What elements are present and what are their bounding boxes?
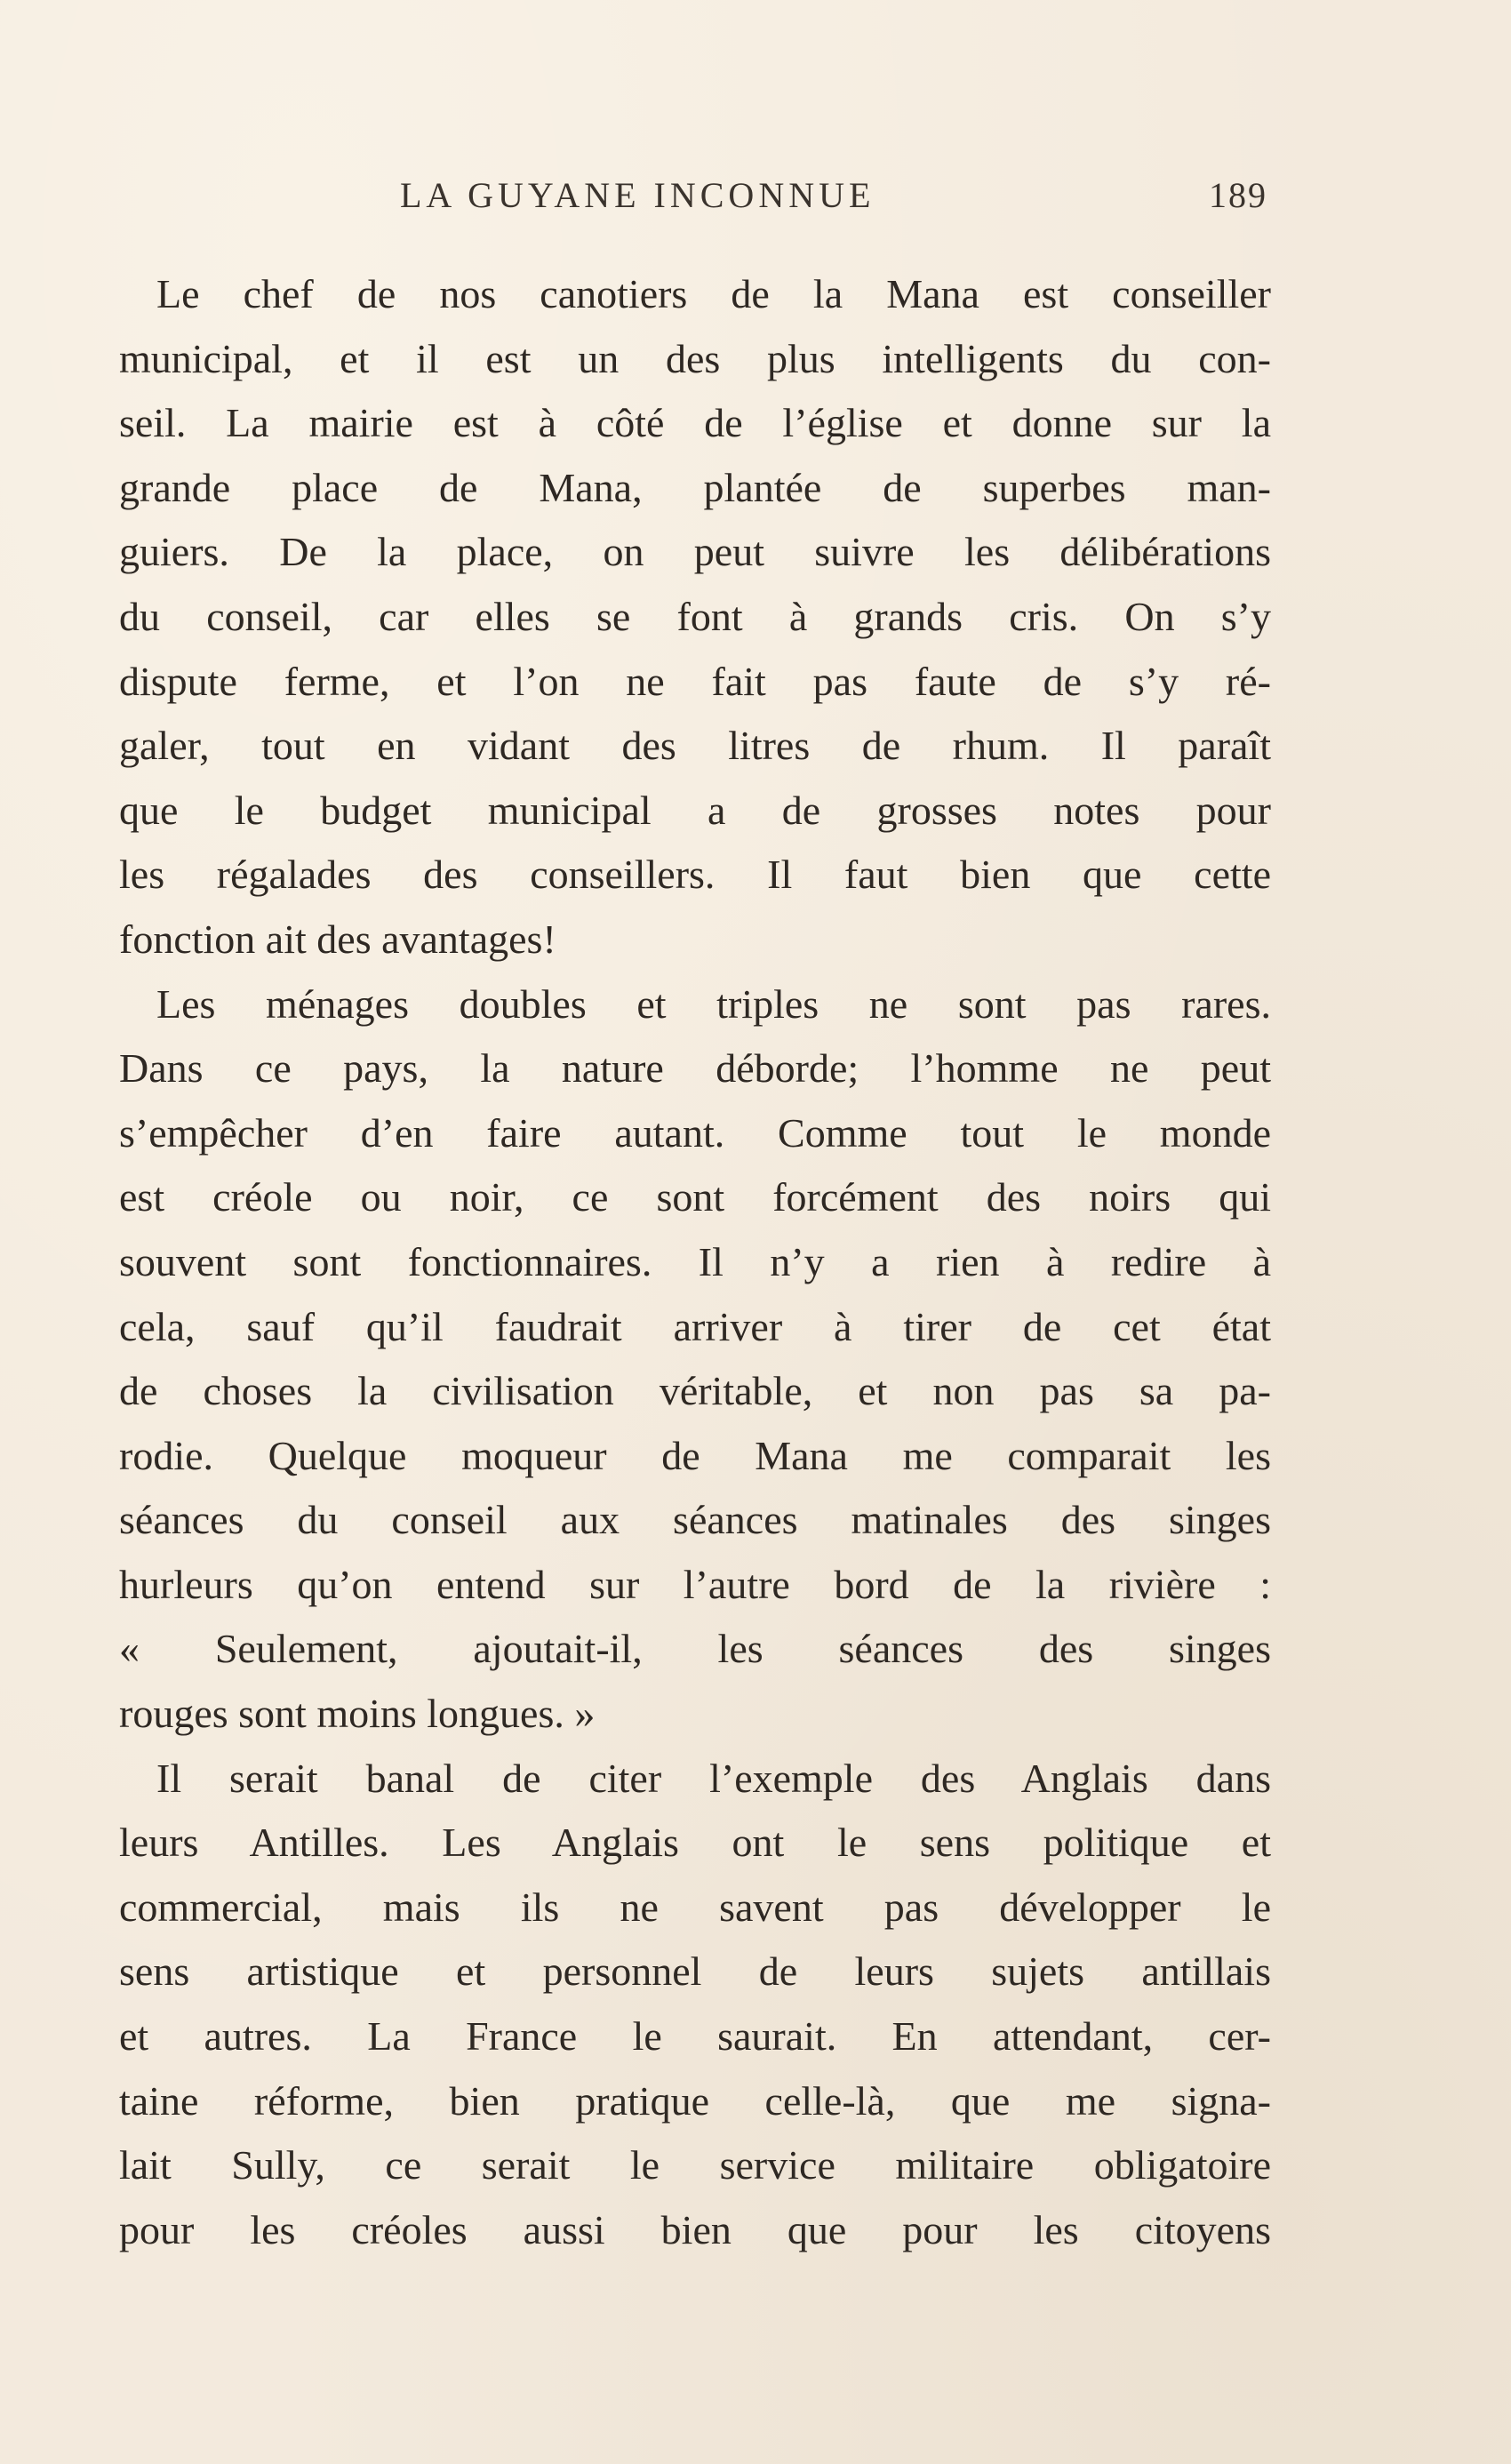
- text-line: grande place de Mana, plantée de superbes man-: [119, 464, 1271, 510]
- body-text: [119, 262, 1271, 2262]
- text-line: du conseil, car elles se font à grands cris. On s’y: [119, 593, 1271, 639]
- text-line: « Seulement, ajoutait-il, les séances des singes: [119, 1626, 1271, 1672]
- text-line: taine réforme, bien pratique celle-là, que me signa-: [119, 2077, 1271, 2124]
- text-line: rodie. Quelque moqueur de Mana me comparait les: [119, 1432, 1271, 1478]
- text-line: municipal, et il est un des plus intelligents du con-: [119, 335, 1271, 381]
- text-line: guiers. De la place, on peut suivre les délibérations: [119, 529, 1271, 575]
- text-line: dispute ferme, et l’on ne fait pas faute de s’y ré-: [119, 658, 1271, 704]
- text-line: les régalades des conseillers. Il faut bien que cette: [119, 852, 1271, 898]
- text-line: hurleurs qu’on entend sur l’autre bord de la rivière :: [119, 1561, 1271, 1607]
- text-line: leurs Antilles. Les Anglais ont le sens politique et: [119, 1820, 1271, 1866]
- running-header: [116, 174, 1267, 224]
- text-line: et autres. La France le saurait. En attendant, cer-: [119, 2013, 1271, 2060]
- text-line: fonction ait des avantages!: [119, 916, 556, 962]
- text-line: sens artistique et personnel de leurs sujets antillais: [119, 1948, 1271, 1995]
- text-line: Les ménages doubles et triples ne sont pas rares.: [156, 980, 1271, 1027]
- text-line: s’empêcher d’en faire autant. Comme tout le monde: [119, 1109, 1271, 1156]
- text-line: que le budget municipal a de grosses notes pour: [119, 787, 1271, 833]
- text-line: séances du conseil aux séances matinales des singes: [119, 1497, 1271, 1543]
- text-line: pour les créoles aussi bien que pour les citoyens: [119, 2206, 1271, 2252]
- text-line: cela, sauf qu’il faudrait arriver à tirer de cet état: [119, 1303, 1271, 1349]
- text-line: souvent sont fonctionnaires. Il n’y a rien à redire à: [119, 1238, 1271, 1284]
- text-line: commercial, mais ils ne savent pas développer le: [119, 1884, 1271, 1930]
- text-line: Le chef de nos canotiers de la Mana est conseiller: [156, 271, 1271, 316]
- running-title: LA GUYANE INCONNUE: [400, 175, 875, 215]
- text-line: galer, tout en vidant des litres de rhum. Il paraît: [119, 723, 1271, 769]
- text-line: seil. La mairie est à côté de l’église et donne sur la: [119, 400, 1271, 446]
- text-line: Il serait banal de citer l’exemple des Anglais dans: [156, 1755, 1271, 1801]
- text-line: rouges sont moins longues. »: [119, 1691, 596, 1737]
- text-line: de choses la civilisation véritable, et non pas sa pa-: [119, 1368, 1271, 1414]
- page-number: 189: [1209, 175, 1267, 215]
- text-line: Dans ce pays, la nature déborde; l’homme ne peut: [119, 1045, 1271, 1092]
- text-line: lait Sully, ce serait le service militaire obligatoire: [119, 2142, 1271, 2188]
- text-line: est créole ou noir, ce sont forcément des noirs qui: [119, 1174, 1271, 1220]
